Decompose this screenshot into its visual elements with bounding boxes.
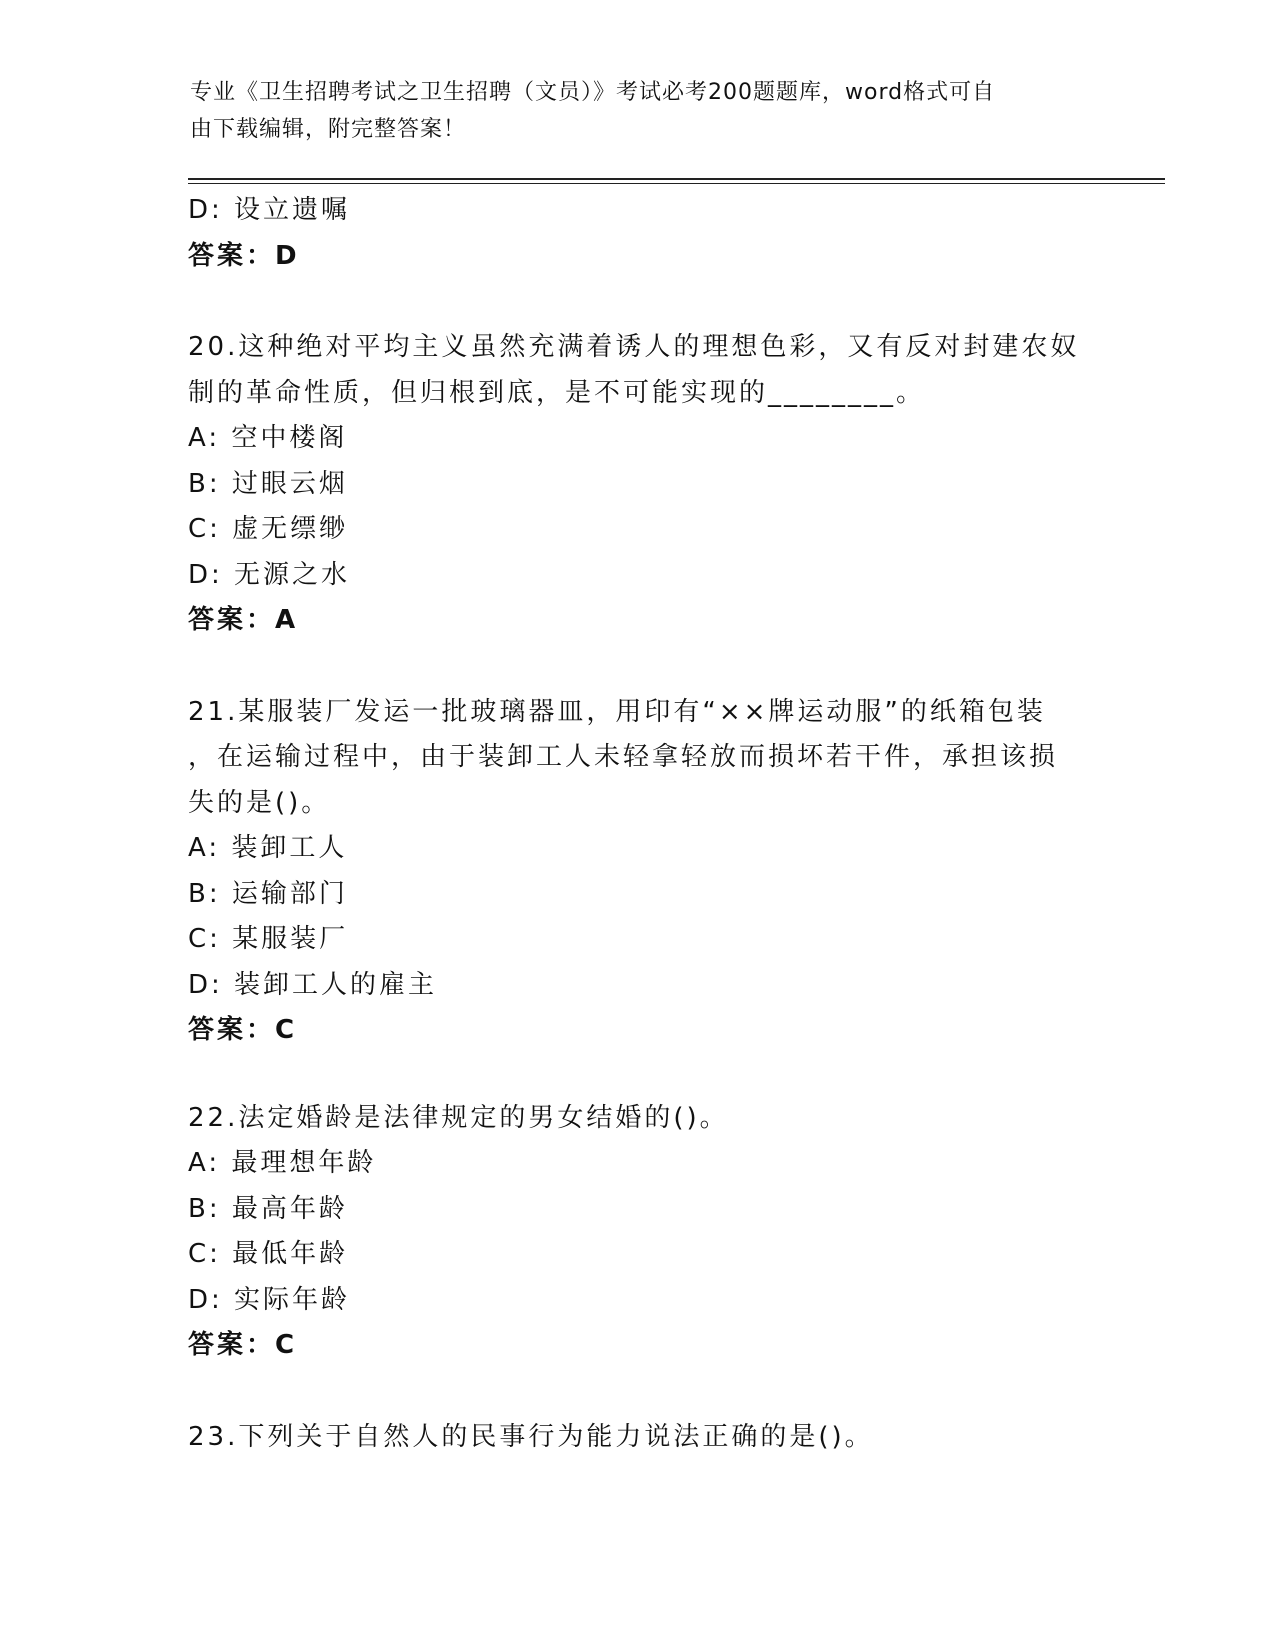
header-divider-thick <box>188 178 1165 180</box>
option-b: B: 运输部门 <box>188 878 348 909</box>
option-d: D: 实际年龄 <box>188 1284 351 1315</box>
question-text-line: 22.法定婚龄是法律规定的男女结婚的()。 <box>188 1102 729 1133</box>
question-text-line: 20.这种绝对平均主义虽然充满着诱人的理想色彩，又有反对封建农奴 <box>188 332 1080 362</box>
document-header <box>190 74 1090 148</box>
question-21 <box>188 690 1088 1054</box>
option-d: D: 设立遗嘱 <box>188 195 351 225</box>
option-a: A: 装卸工人 <box>188 833 348 863</box>
answer-text: 答案：C <box>188 1015 298 1045</box>
question-list <box>188 188 1088 1460</box>
header-line-2: 由下载编辑，附完整答案！ <box>190 117 467 142</box>
option-c: C: 某服装厂 <box>188 924 349 954</box>
option-d: D: 装卸工人的雇主 <box>188 969 438 1000</box>
question-23 <box>188 1415 1088 1461</box>
question-20 <box>188 325 1088 644</box>
answer-text: 答案：C <box>188 1330 298 1360</box>
option-b: B: 过眼云烟 <box>188 468 348 499</box>
option-c: C: 虚无缥缈 <box>188 514 349 544</box>
option-b: B: 最高年龄 <box>188 1193 348 1224</box>
question-text-line: 失的是()。 <box>188 787 331 818</box>
answer-text: 答案：A <box>188 605 299 635</box>
option-c: C: 最低年龄 <box>188 1239 349 1269</box>
question-text-line: 制的革命性质，但归根到底，是不可能实现的________。 <box>188 377 926 408</box>
question-text-line: 23.下列关于自然人的民事行为能力说法正确的是()。 <box>188 1421 874 1452</box>
question-22 <box>188 1096 1088 1369</box>
option-d: D: 无源之水 <box>188 559 351 590</box>
option-a: A: 最理想年龄 <box>188 1148 377 1178</box>
option-a: A: 空中楼阁 <box>188 423 348 453</box>
question-text-line: ，在运输过程中，由于装卸工人未轻拿轻放而损坏若干件，承担该损 <box>188 742 1059 772</box>
header-line-1: 专业《卫生招聘考试之卫生招聘（文员）》考试必考200题题库，word格式可自 <box>190 80 996 105</box>
header-divider-thin <box>188 183 1165 184</box>
answer-text: 答案：D <box>188 240 300 271</box>
question-text-line: 21.某服装厂发运一批玻璃器皿，用印有“××牌运动服”的纸箱包装 <box>188 696 1046 727</box>
